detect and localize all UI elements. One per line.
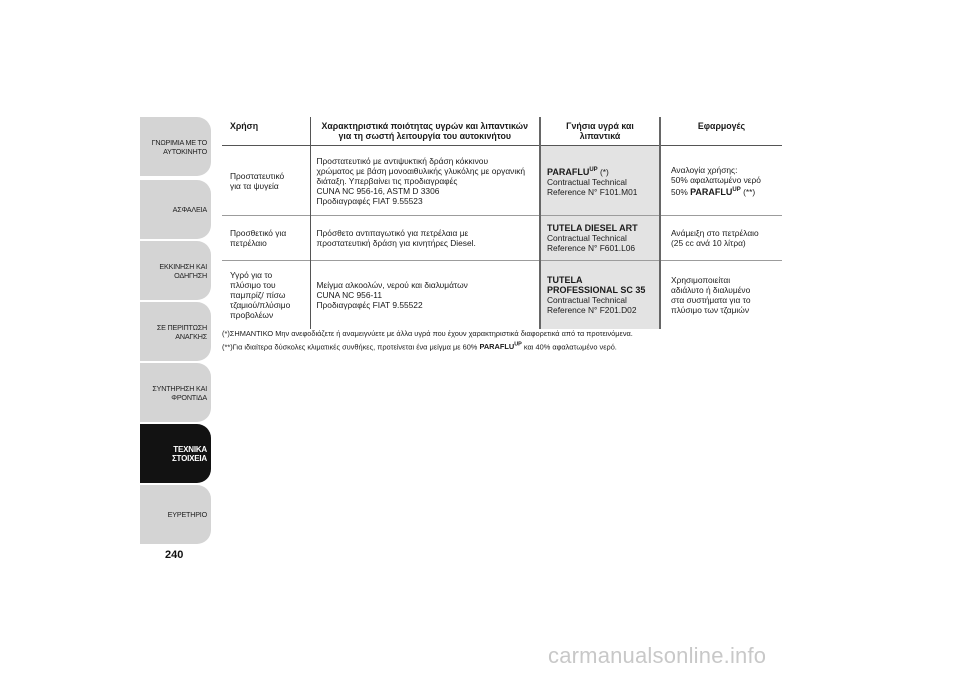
note-text: (**)Για ιδιαίτερα δύσκολες κλιματικές συνθήκες, προτείνεται ένα μείγμα με 60% bbox=[222, 341, 480, 351]
text-line: Υγρό για το bbox=[230, 269, 273, 280]
footnote-climate bbox=[222, 340, 782, 353]
brand-sup: UP bbox=[732, 186, 741, 193]
tab-label: ΕΥΡΕΤΗΡΙΟ bbox=[167, 510, 207, 519]
page-number: 240 bbox=[165, 549, 184, 561]
text-line: (25 cc ανά 10 λίτρα) bbox=[671, 238, 746, 248]
cell-fluid bbox=[540, 216, 660, 261]
tab-technical-data[interactable] bbox=[140, 424, 211, 483]
text-line: διάταξη. Υπερβαίνει τις προδιαγραφές bbox=[316, 175, 458, 186]
text-line: CUNA NC 956-16, ASTM D 3306 bbox=[316, 185, 440, 196]
tab-label: ΕΚΚΙΝΗΣΗ ΚΑΙ ΟΔΗΓΗΣΗ bbox=[159, 261, 207, 280]
header-characteristics: Χαρακτηριστικά ποιότητας υγρών και λιπαντικών για τη σωστή λειτουργία του αυτοκινήτου bbox=[310, 117, 540, 146]
text-line: προβολέων bbox=[230, 309, 274, 320]
cell-usage bbox=[222, 216, 310, 261]
brand-sup: UP bbox=[589, 166, 598, 173]
tab-label: ΓΝΩΡΙΜΙΑ ΜΕ ΤΟ ΑΥΤΟΚΙΝΗΤΟ bbox=[151, 137, 207, 156]
text-line: 50% αφαλατωμένο νερό bbox=[671, 174, 761, 185]
cell-application bbox=[660, 216, 782, 261]
footnote-important: (*)ΣΗΜΑΝΤΙΚΟ Μην ανεφοδιάζετε ή αναμειγνύετε με άλλα υγρά που έχουν χαρακτηριστικά διαφορετικά από τα προτεινόμενα. bbox=[222, 329, 633, 338]
note-text: και 40% αφαλατωμένο νερό. bbox=[521, 341, 617, 351]
table-row bbox=[222, 146, 782, 216]
cell-application bbox=[660, 261, 782, 329]
text-line: πλύσιμο του bbox=[230, 279, 276, 290]
brand-name bbox=[479, 342, 521, 351]
text-line: αδιάλυτο ή διαλυμένο bbox=[671, 284, 751, 295]
text-line: Χρησιμοποιείται bbox=[671, 274, 731, 285]
text-line: Μείγμα αλκοολών, νερού και διαλυμάτων bbox=[316, 279, 468, 290]
table-row bbox=[222, 261, 782, 329]
text-line: πετρέλαιο bbox=[230, 238, 267, 248]
text-line: Reference N° F101.M01 bbox=[547, 186, 638, 197]
text-line: Προστατευτικό bbox=[230, 170, 285, 181]
cell-application bbox=[660, 146, 782, 216]
text-line: χρώματος με βάση μονοαιθυλικής γλυκόλης με οργανική bbox=[316, 165, 526, 176]
brand-text: PARAFLU bbox=[479, 341, 515, 351]
text-line: Προσθετικό για bbox=[230, 228, 287, 238]
brand-name: TUTELA bbox=[547, 274, 583, 285]
header-applications: Εφαρμογές bbox=[660, 117, 782, 146]
brand-suffix: (**) bbox=[740, 186, 756, 197]
text-line: Αναλογία χρήσης: bbox=[671, 164, 738, 175]
brand-name bbox=[547, 167, 598, 177]
text-line: Contractual Technical bbox=[547, 233, 627, 243]
tab-starting-driving[interactable] bbox=[140, 241, 211, 300]
cell-characteristics bbox=[310, 216, 540, 261]
tab-label: ΤΕΧΝΙΚΑ ΣΤΟΙΧΕΙΑ bbox=[171, 444, 207, 463]
watermark: carmanualsonline.info bbox=[548, 643, 767, 668]
fluids-lubricants-table bbox=[222, 117, 782, 329]
text-line: παμπρίζ/ πίσω bbox=[230, 289, 286, 300]
tab-label: ΣΕ ΠΕΡΙΠΤΩΣΗ ΑΝΑΓΚΗΣ bbox=[156, 322, 207, 341]
tab-getting-to-know-car[interactable] bbox=[140, 117, 211, 176]
header-usage: Χρήση bbox=[222, 117, 310, 146]
text-line: προστατευτική δράση για κινητήρες Diesel. bbox=[316, 238, 476, 248]
app-brand-prefix: 50% bbox=[671, 186, 691, 197]
cell-usage bbox=[222, 146, 310, 216]
table-header-row bbox=[222, 117, 782, 146]
brand-text: PARAFLU bbox=[547, 166, 590, 177]
tab-label: ΑΣΦΑΛΕΙΑ bbox=[172, 205, 207, 214]
tab-safety[interactable] bbox=[140, 180, 211, 239]
text-line: Reference N° F601.L06 bbox=[547, 243, 636, 253]
text-line: Προστατευτικό με αντιψυκτική δράση κόκκινου bbox=[316, 155, 489, 166]
brand-name: TUTELA DIESEL ART bbox=[547, 223, 638, 233]
brand-sup: UP bbox=[514, 341, 522, 348]
brand-suffix: (*) bbox=[597, 166, 609, 177]
text-line: CUNA NC 956-11 bbox=[316, 289, 382, 300]
footnotes bbox=[222, 329, 782, 352]
text-line: Reference N° F201.D02 bbox=[547, 304, 637, 315]
table-row bbox=[222, 216, 782, 261]
tab-label: ΣΥΝΤΗΡΗΣΗ ΚΑΙ ΦΡΟΝΤΙΔΑ bbox=[152, 383, 207, 402]
header-fluids: Γνήσια υγρά και λιπαντικά bbox=[540, 117, 660, 146]
text-line: Προδιαγραφές FIAT 9.55523 bbox=[316, 195, 423, 206]
text-line: τζαμιού/πλύσιμο bbox=[230, 299, 291, 310]
text-line: για τα ψυγεία bbox=[230, 180, 279, 191]
cell-usage bbox=[222, 261, 310, 329]
cell-fluid bbox=[540, 261, 660, 329]
text-line: πλύσιμο των τζαμιών bbox=[671, 304, 750, 315]
text-line: Πρόσθετο αντιπαγωτικό για πετρέλαια με bbox=[316, 228, 469, 238]
text-line: Contractual Technical bbox=[547, 294, 627, 305]
app-brand-line bbox=[671, 185, 776, 197]
text-line: Προδιαγραφές FIAT 9.55522 bbox=[316, 299, 423, 310]
brand-name: PROFESSIONAL SC 35 bbox=[547, 284, 646, 295]
tab-emergency[interactable] bbox=[140, 302, 211, 361]
fluid-brand-line bbox=[547, 165, 653, 177]
brand-name bbox=[690, 187, 741, 197]
text-line: Ανάμειξη στο πετρέλαιο bbox=[671, 228, 759, 238]
cell-characteristics bbox=[310, 146, 540, 216]
tab-maintenance-care[interactable] bbox=[140, 363, 211, 422]
cell-characteristics bbox=[310, 261, 540, 329]
cell-fluid bbox=[540, 146, 660, 216]
brand-text: PARAFLU bbox=[690, 186, 733, 197]
tab-index[interactable] bbox=[140, 485, 211, 544]
text-line: στα συστήματα για το bbox=[671, 294, 751, 305]
text-line: Contractual Technical bbox=[547, 176, 627, 187]
